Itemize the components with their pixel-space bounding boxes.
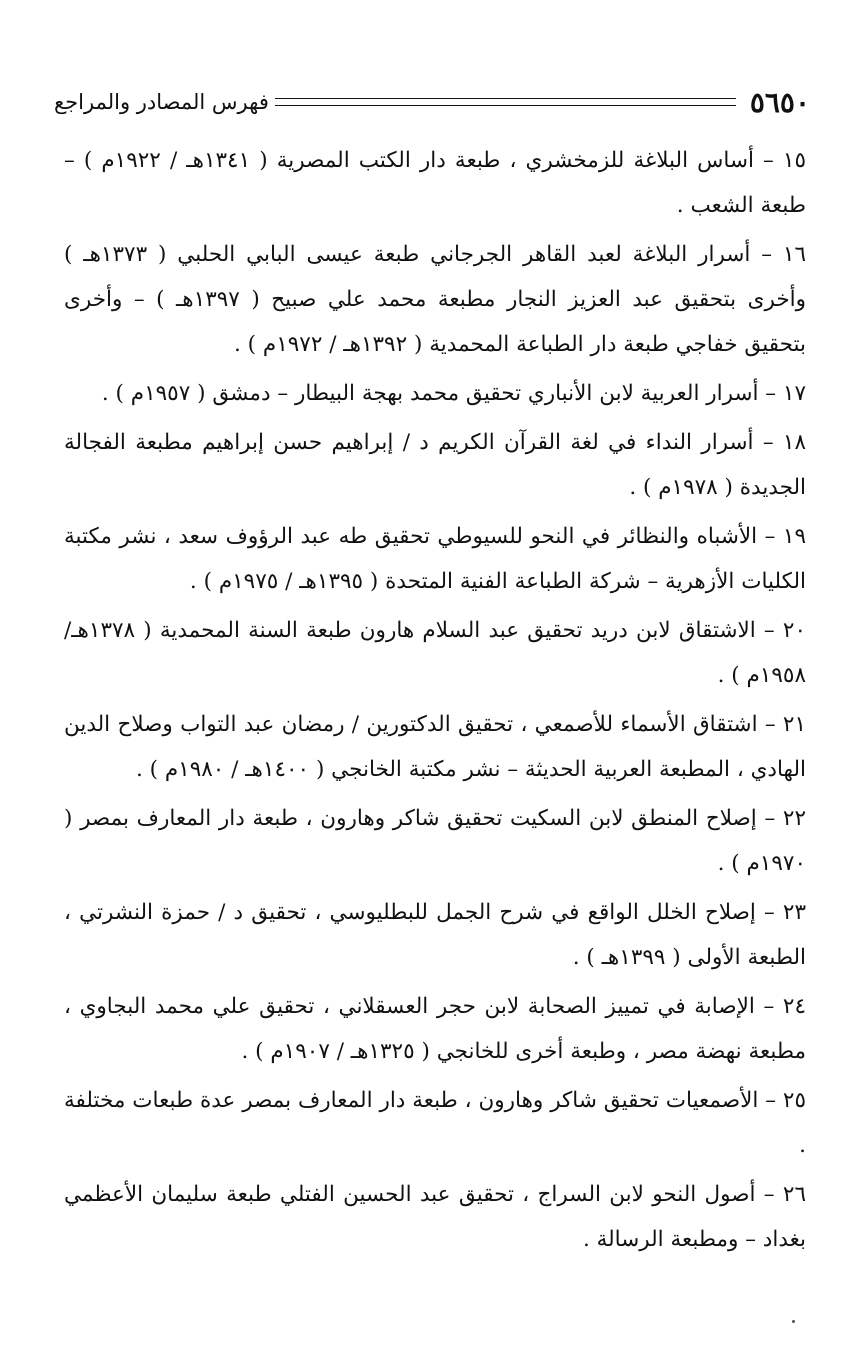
page-number: ٥٦٥٠ xyxy=(749,85,810,119)
bibliography-entry: ١٧ – أسرار العربية لابن الأنباري تحقيق محمد بهجة البيطار – دمشق ( ١٩٥٧م ) . xyxy=(101,381,806,406)
bibliography-entry: ٢٢ – إصلاح المنطق لابن السكيت تحقيق شاكر وهارون ، طبعة دار المعارف بمصر ( ١٩٧٠م ) . xyxy=(64,806,806,876)
header-double-rule xyxy=(275,98,736,106)
scan-speck xyxy=(792,1320,795,1323)
bibliography-entry: ٢٠ – الاشتقاق لابن دريد تحقيق عبد السلام هارون طبعة السنة المحمدية ( ١٣٧٨هـ/ ١٩٥٨م ) . xyxy=(64,618,806,688)
bibliography-entry: ٢٥ – الأصمعيات تحقيق شاكر وهارون ، طبعة دار المعارف بمصر عدة طبعات مختلفة . xyxy=(64,1088,806,1158)
bibliography-entry: ٢٦ – أصول النحو لابن السراج ، تحقيق عبد الحسين الفتلي طبعة سليمان الأعظمي بغداد – ومطبعة الرسالة . xyxy=(64,1182,806,1252)
bibliography-entry: ١٦ – أسرار البلاغة لعبد القاهر الجرجاني طبعة عيسى البابي الحلبي ( ١٣٧٣هـ ) وأخرى بتحقيق عبد العزيز النجار مطبعة محمد علي صبيح ( ١٣٩٧هـ ) – وأخرى بتحقيق خفاجي طبعة دار الطباعة المحمدية ( ١٣٩٢هـ / ١٩٧٢م ) . xyxy=(64,242,807,357)
bibliography-list xyxy=(64,138,806,1266)
bibliography-entry: ٢٤ – الإصابة في تمييز الصحابة لابن حجر العسقلاني ، تحقيق علي محمد البجاوي ، مطبعة نهضة مصر ، وطبعة أخرى للخانجي ( ١٣٢٥هـ / ١٩٠٧م ) . xyxy=(64,994,806,1064)
bibliography-entry: ١٩ – الأشباه والنظائر في النحو للسيوطي تحقيق طه عبد الرؤوف سعد ، نشر مكتبة الكليات الأزهرية – شركة الطباعة الفنية المتحدة ( ١٣٩٥هـ / ١٩٧٥م ) . xyxy=(64,524,806,594)
bibliography-entry: ١٨ – أسرار النداء في لغة القرآن الكريم د / إبراهيم حسن إبراهيم مطبعة الفجالة الجديدة ( ١٩٧٨م ) . xyxy=(64,430,806,500)
bibliography-entry: ٢٣ – إصلاح الخلل الواقع في شرح الجمل للبطليوسي ، تحقيق د / حمزة النشرتي ، الطبعة الأولى ( ١٣٩٩هـ ) . xyxy=(64,900,806,970)
bibliography-entry: ١٥ – أساس البلاغة للزمخشري ، طبعة دار الكتب المصرية ( ١٣٤١هـ / ١٩٢٢م ) – طبعة الشعب . xyxy=(64,148,806,218)
page-header xyxy=(54,84,810,120)
running-title: فهرس المصادر والمراجع xyxy=(54,90,269,114)
bibliography-entry: ٢١ – اشتقاق الأسماء للأصمعي ، تحقيق الدكتورين / رمضان عبد التواب وصلاح الدين الهادي ، المطبعة العربية الحديثة – نشر مكتبة الخانجي ( ١٤٠٠هـ / ١٩٨٠م ) . xyxy=(64,712,806,782)
